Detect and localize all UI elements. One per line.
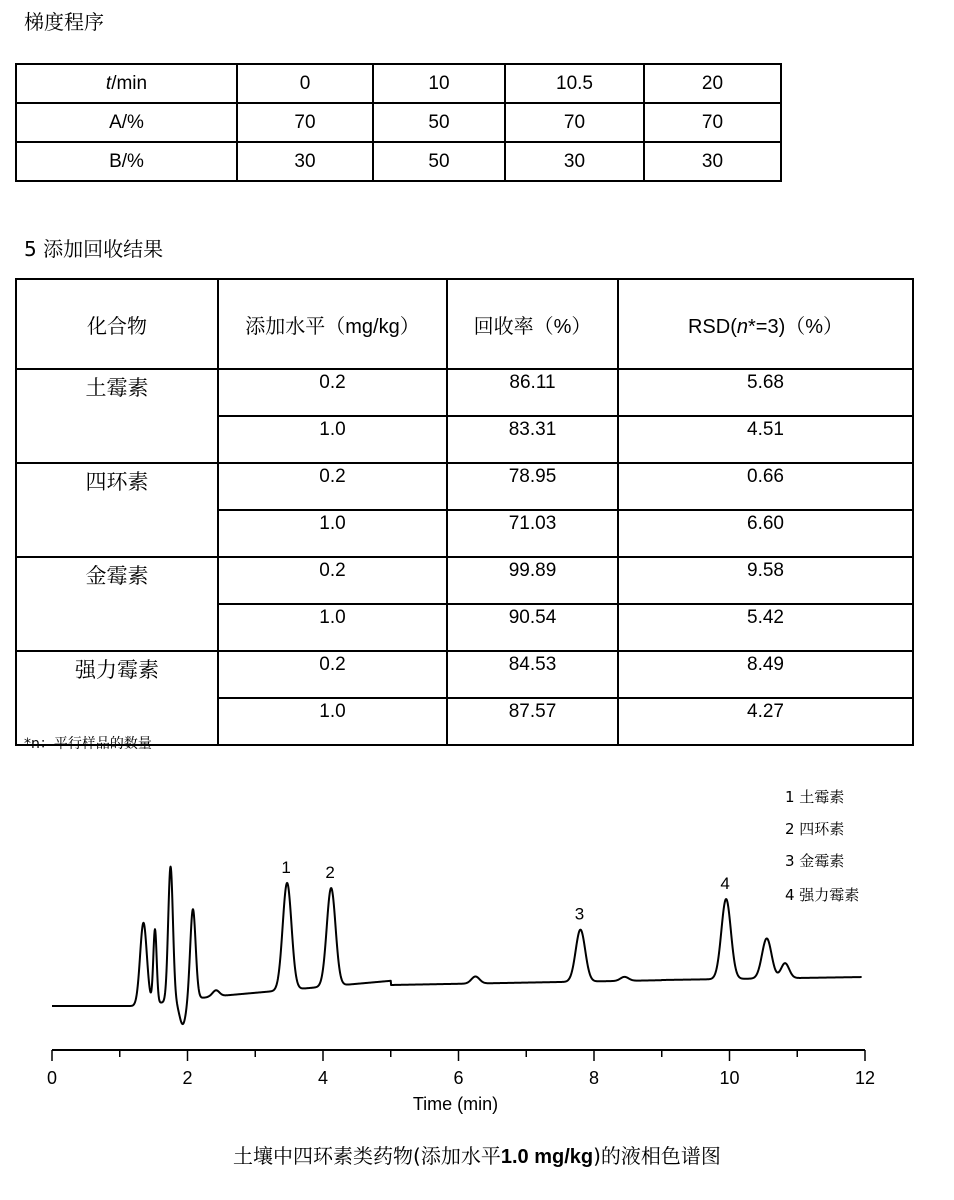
recovery-cell: 83.31: [447, 416, 618, 463]
value-cell: 70: [237, 103, 373, 142]
rsd-cell: 6.60: [618, 510, 913, 557]
rsd-cell: 5.42: [618, 604, 913, 651]
value-cell: 70: [644, 103, 781, 142]
recovery-cell: 71.03: [447, 510, 618, 557]
table-row: [16, 369, 913, 416]
peak-label: 1: [281, 857, 291, 877]
legend-item: 4 强力霉素: [785, 886, 860, 904]
figure-caption: 土壤中四环素类药物(添加水平1.0 mg/kg)的液相色谱图: [233, 1144, 721, 1168]
value-cell: 50: [373, 103, 505, 142]
recovery-header: 回收率（%）: [447, 279, 618, 369]
x-tick-label: 8: [588, 1068, 600, 1088]
level-cell: 0.2: [218, 557, 447, 604]
table-row: [16, 557, 913, 604]
row-label: B/%: [16, 142, 237, 181]
peak-label: 2: [325, 863, 335, 883]
recovery-title: 5 添加回收结果: [24, 237, 164, 261]
time-cell: 0: [237, 64, 373, 103]
level-cell: 1.0: [218, 416, 447, 463]
compound-header: 化合物: [16, 279, 218, 369]
compound-name: 土霉素: [16, 369, 218, 463]
recovery-table: [15, 278, 914, 746]
gradient-title: 梯度程序: [24, 10, 104, 34]
value-cell: 50: [373, 142, 505, 181]
x-tick-label: 6: [453, 1068, 464, 1088]
x-tick-label: 12: [854, 1068, 876, 1088]
value-cell: 30: [505, 142, 644, 181]
legend-item: 2 四环素: [785, 820, 845, 838]
legend-item: 3 金霉素: [785, 852, 845, 870]
x-tick-label: 0: [46, 1068, 58, 1088]
level-cell: 0.2: [218, 369, 447, 416]
recovery-cell: 87.57: [447, 698, 618, 745]
recovery-cell: 99.89: [447, 557, 618, 604]
rsd-cell: 4.27: [618, 698, 913, 745]
table-row: [16, 651, 913, 698]
table-row: [16, 463, 913, 510]
chromatogram-trace: [52, 867, 862, 1024]
chromatogram: [0, 840, 954, 1120]
peak-label: 3: [574, 904, 585, 924]
time-cell: 10: [373, 64, 505, 103]
x-tick-label: 2: [182, 1068, 193, 1088]
recovery-cell: 84.53: [447, 651, 618, 698]
rsd-cell: 8.49: [618, 651, 913, 698]
level-cell: 0.2: [218, 463, 447, 510]
gradient-row-a: [16, 103, 781, 142]
legend-item: 1 土霉素: [785, 788, 845, 806]
rsd-cell: 9.58: [618, 557, 913, 604]
compound-name: 金霉素: [16, 557, 218, 651]
x-tick-label: 4: [317, 1068, 329, 1088]
level-cell: 1.0: [218, 698, 447, 745]
recovery-cell: 78.95: [447, 463, 618, 510]
gradient-table: [15, 63, 782, 182]
time-cell: 10.5: [505, 64, 644, 103]
footnote: *n：平行样品的数量: [24, 736, 152, 752]
x-axis-label: Time (min): [412, 1094, 499, 1114]
time-cell: 20: [644, 64, 781, 103]
value-cell: 70: [505, 103, 644, 142]
value-cell: 30: [237, 142, 373, 181]
rsd-cell: 0.66: [618, 463, 913, 510]
gradient-header-row: [16, 64, 781, 103]
recovery-cell: 86.11: [447, 369, 618, 416]
rsd-cell: 5.68: [618, 369, 913, 416]
gradient-row-b: [16, 142, 781, 181]
recovery-cell: 90.54: [447, 604, 618, 651]
level-cell: 1.0: [218, 604, 447, 651]
level-cell: 0.2: [218, 651, 447, 698]
rsd-cell: 4.51: [618, 416, 913, 463]
rsd-header: RSD(n*=3)（%）: [618, 279, 913, 369]
compound-name: 强力霉素: [16, 651, 218, 745]
value-cell: 30: [644, 142, 781, 181]
compound-name: 四环素: [16, 463, 218, 557]
recovery-header-row: [16, 279, 913, 369]
level-header: 添加水平（mg/kg）: [218, 279, 447, 369]
x-tick-label: 10: [719, 1068, 740, 1088]
peak-label: 4: [720, 874, 730, 894]
row-label: A/%: [16, 103, 237, 142]
level-cell: 1.0: [218, 510, 447, 557]
time-header: t/min: [16, 64, 237, 103]
